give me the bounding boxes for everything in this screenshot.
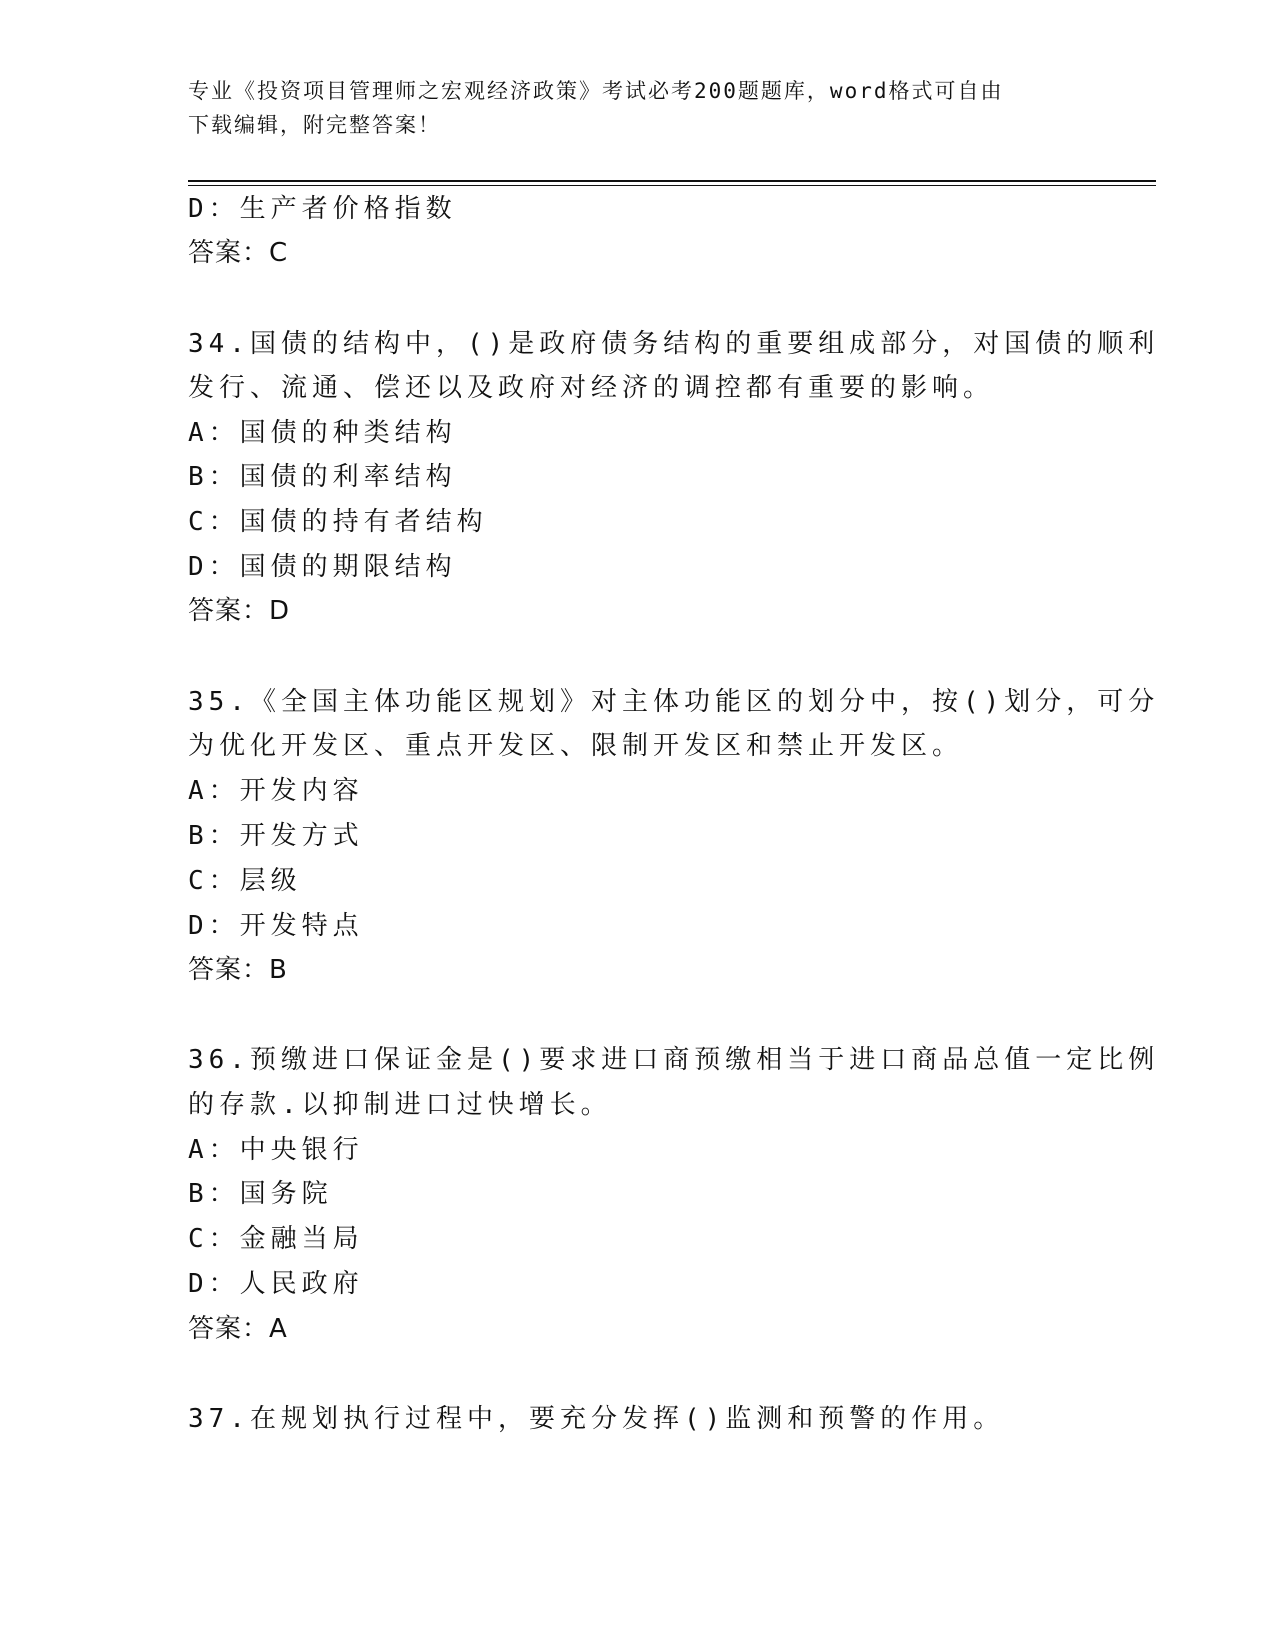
document-header xyxy=(188,74,1088,142)
q34-option-d: D：国债的期限结构 xyxy=(188,552,457,582)
q35-option-a: A：开发内容 xyxy=(188,776,364,806)
q36-stem-line-1: 36.预缴进口保证金是()要求进口商预缴相当于进口商品总值一定比例 xyxy=(188,1045,1160,1075)
q35-stem-line-2: 为优化开发区、重点开发区、限制开发区和禁止开发区。 xyxy=(188,731,964,761)
header-line-1: 专业《投资项目管理师之宏观经济政策》考试必考200题题库，word格式可自由 xyxy=(188,79,1004,103)
q34-option-b: B：国债的利率结构 xyxy=(188,462,457,492)
q34-option-a: A：国债的种类结构 xyxy=(188,418,457,448)
prev-option-d: D：生产者价格指数 xyxy=(188,194,457,224)
q36-option-d: D：人民政府 xyxy=(188,1269,364,1299)
q34-stem-line-2: 发行、流通、偿还以及政府对经济的调控都有重要的影响。 xyxy=(188,373,995,403)
q36-option-a: A：中央银行 xyxy=(188,1135,364,1165)
header-line-2: 下载编辑，附完整答案！ xyxy=(188,113,441,137)
q36-answer: 答案：A xyxy=(188,1314,288,1344)
prev-answer: 答案：C xyxy=(188,238,289,268)
q35-option-b: B：开发方式 xyxy=(188,821,364,851)
q34-stem-line-1: 34.国债的结构中，()是政府债务结构的重要组成部分，对国债的顺利 xyxy=(188,329,1160,359)
q36-option-c: C：金融当局 xyxy=(188,1224,364,1254)
q36-stem-line-2: 的存款.以抑制进口过快增长。 xyxy=(188,1090,612,1120)
q36-option-b: B：国务院 xyxy=(188,1179,333,1209)
q35-option-d: D：开发特点 xyxy=(188,911,364,941)
q35-stem-line-1: 35.《全国主体功能区规划》对主体功能区的划分中，按()划分，可分 xyxy=(188,687,1160,717)
q34-option-c: C：国债的持有者结构 xyxy=(188,507,488,537)
q37-stem-line-1: 37.在规划执行过程中，要充分发挥()监测和预警的作用。 xyxy=(188,1404,1005,1434)
q35-answer: 答案：B xyxy=(188,955,288,985)
header-rule-thin xyxy=(188,185,1156,186)
q34-answer: 答案：D xyxy=(188,596,291,626)
header-rule-thick xyxy=(188,180,1156,182)
q35-option-c: C：层级 xyxy=(188,866,302,896)
